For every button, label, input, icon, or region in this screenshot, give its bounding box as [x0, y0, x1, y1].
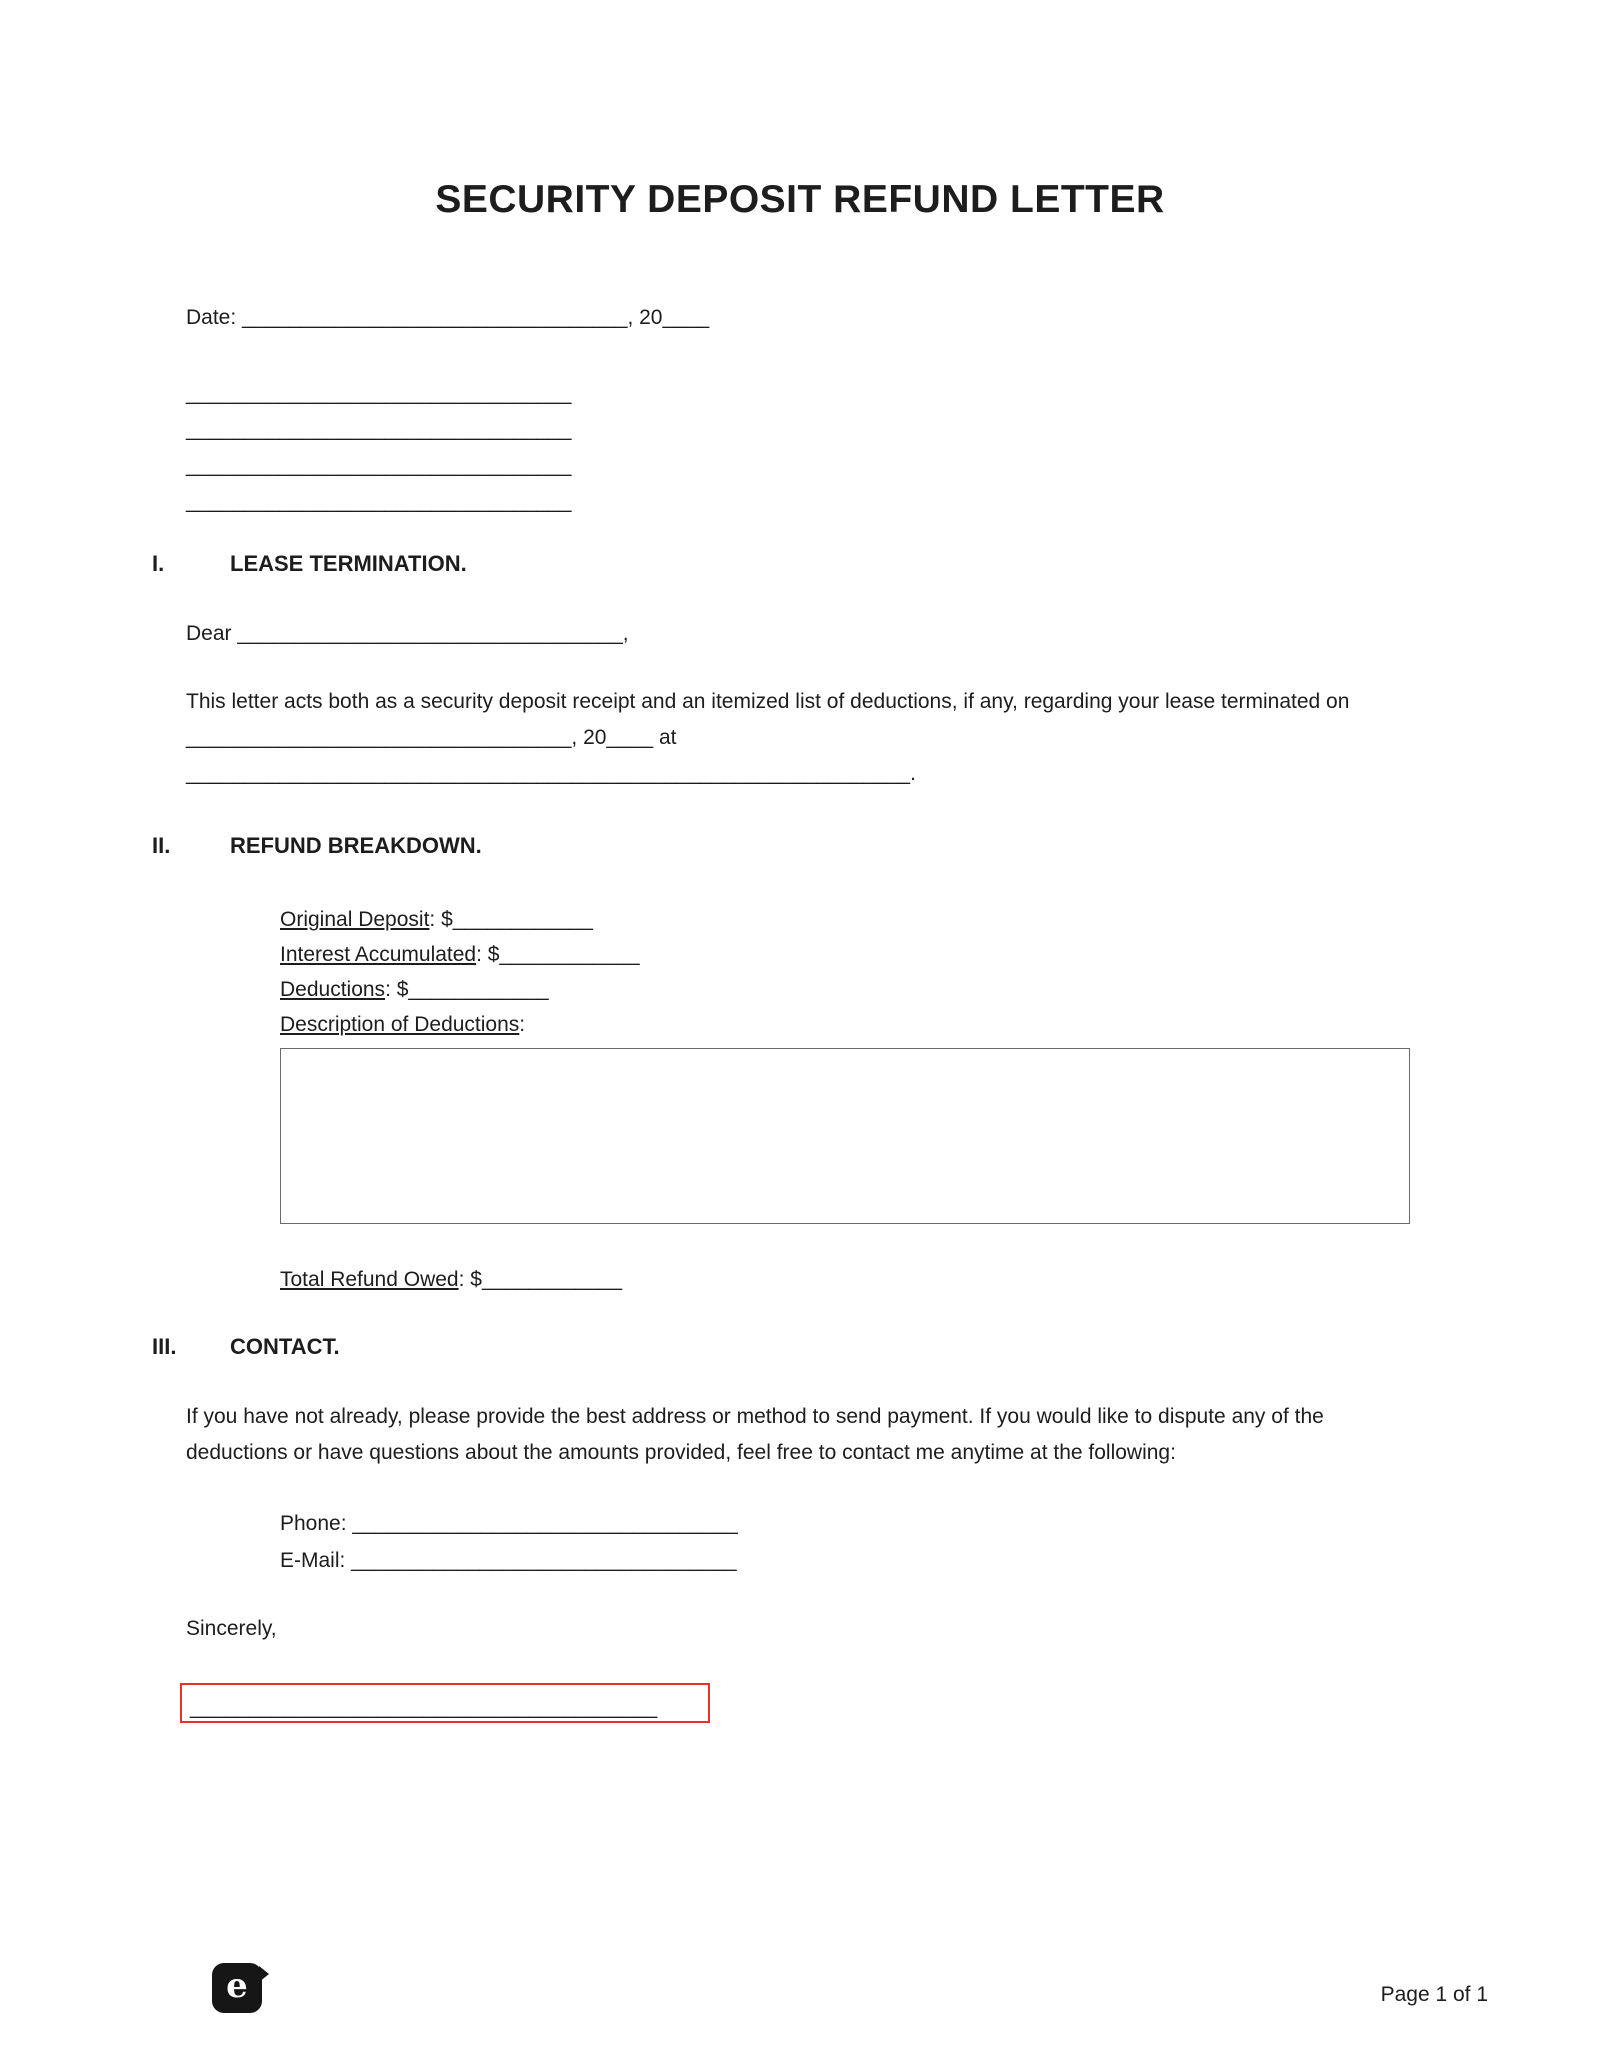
recipient-address-block — [186, 376, 1600, 520]
contact-details-block — [280, 1505, 1600, 1579]
section-numeral: II. — [152, 833, 171, 858]
section-title: REFUND BREAKDOWN. — [230, 833, 482, 858]
section-heading-contact — [152, 1329, 1600, 1365]
interest-accumulated-line — [280, 937, 1600, 972]
interest-accumulated-amount-blank: : $____________ — [476, 943, 640, 966]
original-deposit-line — [280, 902, 1600, 937]
deductions-label: Deductions — [280, 978, 386, 1001]
address-blank-line: _________________________________ — [186, 382, 572, 405]
total-refund-owed-label: Total Refund Owed — [280, 1268, 459, 1291]
signature-blank-line: ________________________________________ — [190, 1696, 658, 1719]
salutation-line: Dear _________________________________, — [186, 622, 629, 645]
description-colon: : — [519, 1013, 526, 1036]
refund-breakdown-block — [280, 902, 1600, 1297]
section-heading-lease-termination — [152, 546, 1600, 582]
address-blank-line: _________________________________ — [186, 490, 572, 513]
date-line: Date: _________________________________, 20____ — [186, 306, 710, 329]
contact-paragraph: If you have not already, please provide the best address or method to send payment. If you would like to dispute any of the deductions or have questions about the amounts provided, feel free to contact me anytime at the following: — [186, 1405, 1324, 1464]
page-indicator: Page 1 of 1 — [1380, 1983, 1488, 2006]
eforms-logo — [212, 1963, 262, 2013]
eforms-logo-letter: e — [226, 1966, 248, 2006]
deductions-description-box[interactable] — [280, 1048, 1410, 1224]
address-blank-line: _________________________________ — [186, 454, 572, 477]
address-blank-line: _________________________________ — [186, 418, 572, 441]
email-line: E-Mail: _________________________________ — [280, 1549, 737, 1572]
deductions-amount-blank: : $____________ — [385, 978, 549, 1001]
total-refund-owed-amount-blank: : $____________ — [458, 1268, 623, 1291]
description-of-deductions-line — [280, 1007, 1600, 1042]
page-footer — [0, 1963, 1600, 2013]
section-title: CONTACT. — [230, 1334, 340, 1359]
section-numeral: III. — [152, 1334, 177, 1359]
original-deposit-amount-blank: : $____________ — [429, 908, 593, 931]
section-heading-refund-breakdown — [152, 828, 1600, 864]
section-title: LEASE TERMINATION. — [230, 551, 467, 576]
original-deposit-label: Original Deposit — [280, 908, 430, 931]
closing-line: Sincerely, — [186, 1617, 277, 1640]
interest-accumulated-label: Interest Accumulated — [280, 943, 477, 966]
section-numeral: I. — [152, 551, 165, 576]
phone-line: Phone: _________________________________ — [280, 1512, 738, 1535]
description-of-deductions-label: Description of Deductions — [280, 1013, 520, 1036]
signature-field[interactable] — [180, 1683, 710, 1723]
eforms-logo-fold — [259, 1966, 269, 1982]
deductions-line — [280, 972, 1600, 1007]
document-title: SECURITY DEPOSIT REFUND LETTER — [435, 178, 1165, 221]
lease-termination-paragraph: This letter acts both as a security deposit receipt and an itemized list of deductions, if any, regarding your lease terminated on _________________________________, 20____ at ______________________________________________________________. — [186, 690, 1350, 785]
total-refund-owed-line — [280, 1262, 1600, 1297]
